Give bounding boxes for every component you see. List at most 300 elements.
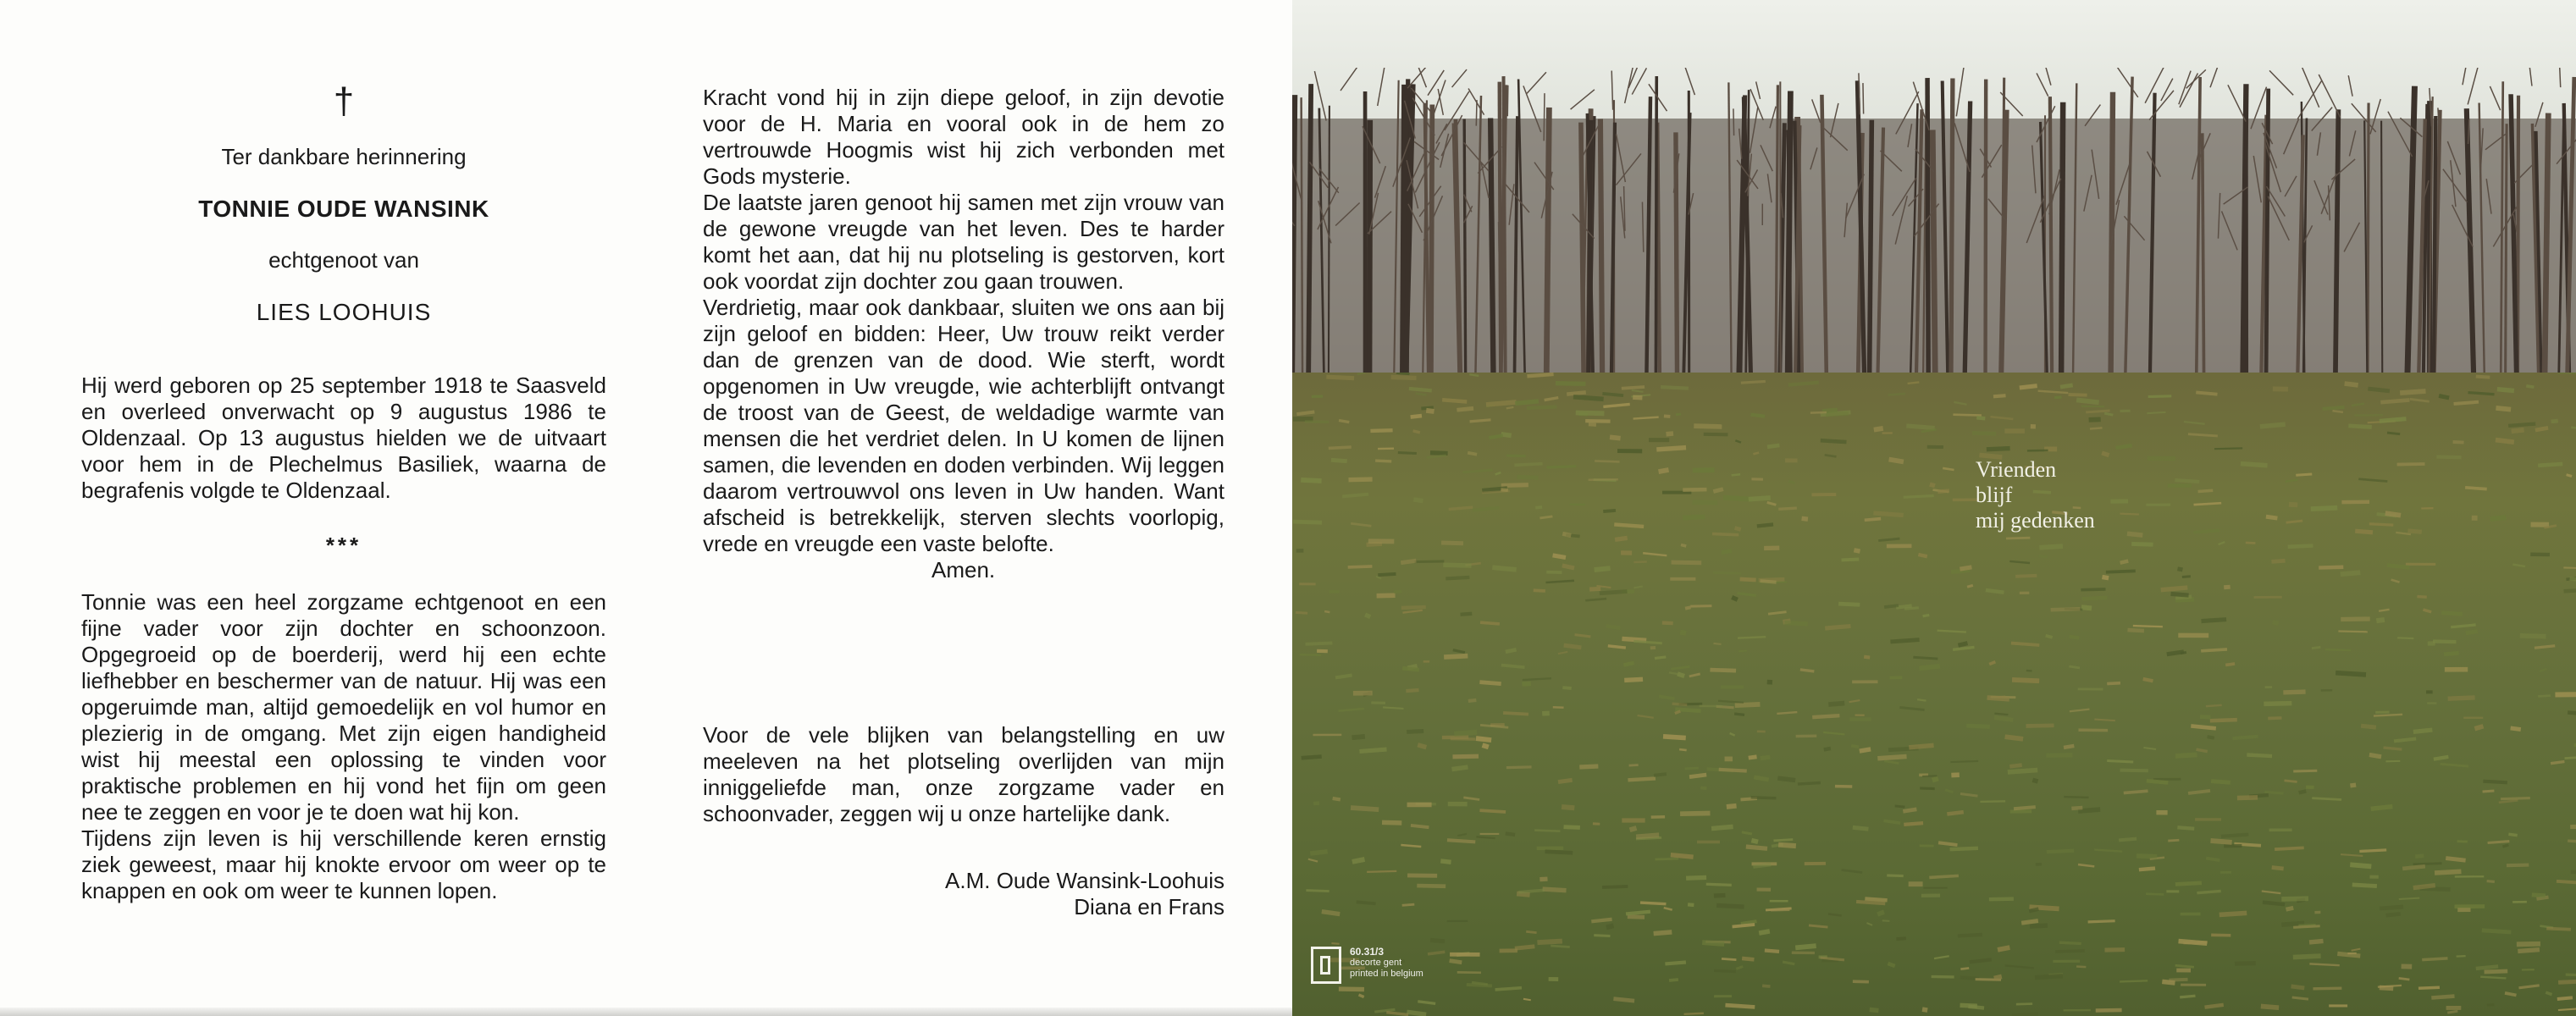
grass-stroke <box>1740 579 1756 580</box>
grass-stroke <box>2508 834 2517 835</box>
grass-stroke <box>1409 389 1432 390</box>
grass-stroke <box>1492 567 1516 570</box>
grass-stroke <box>2014 807 2036 809</box>
grass-stroke <box>2102 453 2109 456</box>
grass-stroke <box>1899 708 1924 710</box>
signature-line-2: Diana en Frans <box>1074 894 1224 919</box>
grass-stroke <box>1680 632 1686 633</box>
grass-stroke <box>2453 442 2464 443</box>
grass-stroke <box>1735 528 1741 530</box>
grass-stroke <box>1777 712 1797 714</box>
grass-stroke <box>2359 850 2386 852</box>
tree-branch <box>2145 68 2169 103</box>
grass-stroke <box>1788 383 1819 385</box>
grass-stroke <box>2055 951 2085 952</box>
grass-stroke <box>1732 597 1738 599</box>
grass-stroke <box>2184 422 2205 424</box>
grass-stroke <box>2341 619 2369 620</box>
grass-stroke <box>1685 768 1699 769</box>
grass-stroke <box>1526 931 1536 932</box>
grass-stroke <box>1967 585 1973 587</box>
grass-stroke <box>2499 800 2518 802</box>
spouse-name: LIES LOOHUIS <box>256 299 432 325</box>
grass-stroke <box>1681 544 1686 546</box>
grass-stroke <box>2188 791 2210 793</box>
grass-stroke <box>2512 565 2525 566</box>
grass-stroke <box>2309 941 2323 942</box>
grass-stroke <box>1908 382 1920 383</box>
grass-stroke <box>1391 377 1417 378</box>
signature <box>703 868 1224 920</box>
grass-stroke <box>2571 872 2576 873</box>
grass-stroke <box>1664 908 1672 909</box>
grass-stroke <box>2512 430 2524 432</box>
grass-stroke <box>2551 421 2558 422</box>
grass-stroke <box>1710 670 1736 671</box>
grass-stroke <box>1917 699 1926 701</box>
grass-stroke <box>2175 480 2199 482</box>
grass-stroke <box>2380 907 2403 908</box>
tree-branch <box>1452 69 1467 87</box>
grass-stroke <box>2369 754 2381 756</box>
grass-stroke <box>1640 903 1666 904</box>
grass-stroke <box>2078 809 2100 811</box>
grass-stroke <box>1683 516 1705 517</box>
grass-stroke <box>2246 543 2256 544</box>
grass-stroke <box>1443 565 1471 566</box>
grass-stroke <box>2175 883 2202 885</box>
grass-stroke <box>2565 757 2576 759</box>
grass-stroke <box>2487 1004 2494 1005</box>
grass-stroke <box>1335 675 1352 677</box>
grass-stroke <box>1842 559 1860 560</box>
grass-stroke <box>2496 408 2511 410</box>
grass-stroke <box>1626 912 1650 914</box>
grass-stroke <box>2143 748 2156 749</box>
grass-stroke <box>1853 827 1869 829</box>
grass-stroke <box>2288 546 2313 547</box>
grass-stroke <box>1767 445 1779 447</box>
grass-stroke <box>2260 424 2286 427</box>
grass-stroke <box>1522 683 1530 684</box>
grass-stroke <box>2167 652 2184 654</box>
grass-stroke <box>2197 749 2208 751</box>
grass-stroke <box>1943 468 1954 470</box>
grass-stroke <box>2286 480 2298 482</box>
grass-stroke <box>1950 761 1978 762</box>
grass-stroke <box>1600 591 1628 593</box>
grass-stroke <box>2394 738 2416 741</box>
grass-stroke <box>2368 389 2390 391</box>
grass-stroke <box>2106 571 2136 572</box>
grass-stroke <box>1923 615 1930 616</box>
grass-stroke <box>2323 407 2345 409</box>
grass-stroke <box>1476 837 1495 838</box>
grass-stroke <box>1713 572 1741 573</box>
grass-stroke <box>1540 516 1552 518</box>
grass-stroke <box>1441 543 1463 544</box>
grass-stroke <box>2380 419 2407 422</box>
grass-stroke <box>1960 1005 1977 1006</box>
grass-stroke <box>1595 568 1611 570</box>
grass-stroke <box>1401 607 1426 608</box>
grass-stroke <box>2039 556 2048 557</box>
tree-branch <box>2210 68 2225 87</box>
grass-stroke <box>1351 808 1379 809</box>
grass-stroke <box>2487 881 2495 882</box>
grass-stroke <box>1589 424 1596 425</box>
grass-stroke <box>1553 555 1566 558</box>
grass-stroke <box>1704 434 1728 435</box>
grass-stroke <box>1480 622 1500 624</box>
grass-stroke <box>2508 424 2535 426</box>
grass-stroke <box>2557 997 2573 999</box>
grass-stroke <box>1753 453 1759 455</box>
grass-stroke <box>1413 431 1420 433</box>
grass-stroke <box>2247 755 2272 757</box>
grass-stroke <box>1788 481 1794 483</box>
grass-stroke <box>1602 394 1623 395</box>
grass-stroke <box>1954 402 1966 405</box>
grass-stroke <box>1515 947 1534 948</box>
grass-stroke <box>2417 597 2426 598</box>
grass-stroke <box>1545 581 1574 583</box>
grass-stroke <box>2399 898 2419 899</box>
grass-stroke <box>1527 406 1556 408</box>
tree-branch <box>1756 81 1761 98</box>
grass-stroke <box>2436 457 2461 458</box>
grass-stroke <box>2518 986 2539 988</box>
grass-stroke <box>1953 647 1974 649</box>
grass-stroke <box>1938 631 1966 632</box>
grass-stroke <box>1326 377 1354 378</box>
grass-stroke <box>2168 840 2179 841</box>
grass-stroke <box>1675 711 1680 714</box>
grass-stroke <box>1655 657 1666 659</box>
grass-stroke <box>1929 875 1959 877</box>
grass-stroke <box>2325 649 2351 650</box>
middle-text-column <box>703 85 1224 920</box>
grass-stroke <box>1950 848 1978 849</box>
grass-stroke <box>2483 791 2495 792</box>
tree-branch <box>1341 68 1365 91</box>
grass-stroke <box>1877 757 1906 759</box>
grass-stroke <box>1401 560 1416 562</box>
grass-stroke <box>1989 662 1995 665</box>
grass-stroke <box>1920 666 1940 669</box>
grass-stroke <box>2219 542 2225 544</box>
grass-stroke <box>2490 517 2507 519</box>
grass-stroke <box>2104 413 2113 415</box>
grass-stroke <box>1716 905 1744 907</box>
grass-stroke <box>2194 503 2222 505</box>
grass-stroke <box>1888 394 1905 395</box>
grass-stroke <box>2391 580 2400 583</box>
grass-stroke <box>2311 508 2337 509</box>
grass-stroke <box>2272 867 2284 868</box>
grass-stroke <box>1746 847 1767 848</box>
grass-stroke <box>1884 605 1899 607</box>
grass-stroke <box>1994 976 2002 978</box>
grass-stroke <box>2021 920 2038 923</box>
grass-stroke <box>2086 411 2109 412</box>
grass-stroke <box>1659 470 1669 472</box>
grass-texture <box>1292 373 2576 1016</box>
grass-stroke <box>1463 470 1493 472</box>
grass-stroke <box>1416 394 1427 395</box>
grass-stroke <box>1904 823 1923 825</box>
grass-stroke <box>1296 612 1307 613</box>
grass-stroke <box>1545 398 1559 400</box>
grass-stroke <box>1461 614 1473 615</box>
grass-stroke <box>2120 514 2138 515</box>
grass-stroke <box>2444 653 2459 654</box>
grass-stroke <box>1986 590 2004 593</box>
grass-stroke <box>2296 474 2312 475</box>
grass-stroke <box>1457 408 1473 410</box>
grass-stroke <box>1394 592 1401 593</box>
grass-stroke <box>2476 377 2490 378</box>
grass-stroke <box>1468 700 1476 701</box>
grass-stroke <box>1624 679 1643 680</box>
grass-stroke <box>2352 885 2377 886</box>
grass-stroke <box>1398 453 1417 454</box>
bottom-edge-shadow <box>0 1008 661 1016</box>
grass-stroke <box>1564 827 1580 828</box>
tree-branch <box>2037 73 2048 96</box>
grass-stroke <box>1970 959 1992 962</box>
grass-stroke <box>2385 914 2400 915</box>
grass-stroke <box>2457 956 2466 957</box>
grass-stroke <box>1376 577 1381 579</box>
tree-branch <box>2179 71 2191 105</box>
grass-stroke <box>1713 643 1721 644</box>
grass-stroke <box>1841 870 1862 873</box>
grass-stroke <box>2051 609 2081 610</box>
grass-stroke <box>2008 770 2037 771</box>
grass-stroke <box>1401 845 1421 847</box>
grass-stroke <box>1904 496 1934 498</box>
grass-stroke <box>1751 841 1758 842</box>
grass-stroke <box>1773 839 1793 840</box>
grass-stroke <box>1579 766 1598 767</box>
grass-stroke <box>2139 869 2155 870</box>
grass-stroke <box>2120 980 2148 981</box>
grass-stroke <box>1904 608 1919 609</box>
grass-stroke <box>1339 989 1364 990</box>
grass-stroke <box>2005 737 2023 739</box>
grass-stroke <box>2446 859 2465 861</box>
grass-stroke <box>2162 981 2175 983</box>
grass-stroke <box>2557 881 2576 883</box>
grass-stroke <box>1495 472 1501 474</box>
grass-stroke <box>1377 595 1396 596</box>
grass-stroke <box>2011 643 2039 645</box>
grass-stroke <box>2496 440 2514 443</box>
grass-stroke <box>1998 947 2009 950</box>
grass-stroke <box>1826 413 1849 414</box>
tree-branch <box>2269 70 2293 95</box>
grass-stroke <box>2517 944 2540 945</box>
grass-stroke <box>1506 833 1515 834</box>
grass-stroke <box>2292 997 2308 999</box>
grass-stroke <box>1501 489 1507 490</box>
grass-stroke <box>2526 386 2534 387</box>
grass-stroke <box>1339 420 1349 422</box>
grass-stroke <box>2348 426 2371 428</box>
grass-stroke <box>1953 415 1982 416</box>
grass-stroke <box>1523 678 1551 680</box>
grass-stroke <box>1333 798 1341 800</box>
grass-stroke <box>2198 490 2214 491</box>
grass-stroke <box>1501 485 1528 486</box>
grass-stroke <box>2161 588 2188 590</box>
grass-stroke <box>1823 732 1844 734</box>
grass-stroke <box>1778 508 1797 509</box>
grass-stroke <box>1694 426 1722 427</box>
grass-stroke <box>1489 435 1502 438</box>
grass-stroke <box>2397 464 2425 465</box>
grass-stroke <box>2441 764 2469 766</box>
grass-stroke <box>2299 791 2307 792</box>
grass-stroke <box>2009 765 2021 767</box>
grass-stroke <box>2286 521 2303 522</box>
grass-stroke <box>1921 429 1937 432</box>
grass-stroke <box>1452 756 1479 757</box>
grass-stroke <box>2399 978 2410 980</box>
tree-branch <box>1611 71 1612 110</box>
grass-stroke <box>1479 682 1501 684</box>
grass-stroke <box>2380 400 2409 402</box>
grass-stroke <box>1767 502 1777 505</box>
grass-stroke <box>1386 1013 1408 1015</box>
grass-stroke <box>1534 590 1545 591</box>
grass-stroke <box>2361 726 2376 727</box>
grass-stroke <box>2410 399 2430 401</box>
grass-stroke <box>2422 958 2447 960</box>
grass-stroke <box>2551 761 2564 763</box>
grass-stroke <box>1442 400 1467 401</box>
grass-stroke <box>1638 715 1654 718</box>
grass-stroke <box>2319 567 2343 568</box>
grass-stroke <box>1771 909 1789 910</box>
grass-stroke <box>1602 886 1628 887</box>
grass-stroke <box>1810 412 1827 413</box>
grass-stroke <box>1989 899 2014 900</box>
grass-stroke <box>2275 848 2304 849</box>
grass-stroke <box>1884 761 1899 764</box>
grass-stroke <box>2369 524 2393 525</box>
grass-stroke <box>1825 455 1837 456</box>
grass-stroke <box>2035 976 2063 978</box>
tree-branch <box>2161 79 2173 101</box>
grass-stroke <box>1987 449 2010 450</box>
grass-stroke <box>1450 961 1462 963</box>
grass-stroke <box>2133 626 2163 627</box>
grass-stroke <box>1749 498 1771 500</box>
grass-stroke <box>2143 679 2153 681</box>
grass-stroke <box>2107 760 2133 761</box>
grass-stroke <box>2107 683 2120 684</box>
grass-stroke <box>2483 781 2507 783</box>
grass-stroke <box>1614 524 1644 527</box>
grass-stroke <box>1749 757 1757 758</box>
years-paragraph: De laatste jaren genoot hij samen met zijn vrouw van de gewone vreugde van het leven. Des te harder komt het aan, dat hij nu plotseling is gestorven, kort ook voordat zijn dochter zou gaan trouwen. <box>703 190 1224 294</box>
grass-stroke <box>2564 590 2576 591</box>
grass-stroke <box>1702 942 1724 944</box>
grass-stroke <box>1348 479 1372 480</box>
grass-stroke <box>1669 672 1678 674</box>
grass-stroke <box>2009 561 2030 563</box>
grass-stroke <box>2538 696 2551 697</box>
tree-branch <box>1733 108 1734 135</box>
grass-stroke <box>1738 637 1766 638</box>
grass-stroke <box>1357 902 1376 903</box>
grass-stroke <box>2466 632 2478 633</box>
grass-stroke <box>1913 657 1938 659</box>
grass-stroke <box>1589 479 1618 480</box>
grass-stroke <box>1365 615 1370 617</box>
deceased-name: TONNIE OUDE WANSINK <box>198 196 489 222</box>
grass-stroke <box>2177 569 2182 570</box>
grass-stroke <box>1447 840 1475 842</box>
grass-stroke <box>2070 710 2090 712</box>
grass-stroke <box>1980 801 2005 802</box>
grass-stroke <box>2221 835 2248 837</box>
grass-stroke <box>2454 402 2479 404</box>
grass-stroke <box>2081 589 2105 590</box>
printer-logo-icon <box>1311 947 1341 984</box>
grass-stroke <box>1741 381 1766 383</box>
grass-stroke <box>2202 620 2227 621</box>
grass-stroke <box>1483 745 1489 747</box>
grass-stroke <box>2384 748 2402 749</box>
grass-stroke <box>1714 970 1736 971</box>
grass-stroke <box>2400 391 2425 393</box>
grass-stroke <box>1428 952 1445 954</box>
grass-stroke <box>2385 513 2401 516</box>
grass-stroke <box>1889 460 1904 462</box>
grass-stroke <box>2447 1011 2457 1013</box>
grass-stroke <box>1357 373 1366 374</box>
grass-stroke <box>1689 674 1700 676</box>
grass-stroke <box>1685 607 1690 608</box>
grass-stroke <box>2046 755 2072 756</box>
grass-stroke <box>1527 374 1553 376</box>
grass-stroke <box>1718 701 1744 703</box>
grass-stroke <box>2120 770 2148 771</box>
grass-stroke <box>1688 904 1694 905</box>
grass-stroke <box>2338 631 2368 632</box>
grass-stroke <box>1543 889 1567 891</box>
grass-stroke <box>1406 690 1418 691</box>
grass-stroke <box>2505 993 2516 996</box>
grass-stroke <box>1633 561 1646 562</box>
grass-stroke <box>1994 718 2013 721</box>
grass-stroke <box>2355 531 2373 533</box>
tree-branch <box>2113 68 2138 97</box>
grass-stroke <box>1888 964 1894 966</box>
grass-stroke <box>2402 866 2425 869</box>
poem-line-2: blijf <box>1976 483 2013 507</box>
grass-stroke <box>1374 1009 1395 1012</box>
grass-stroke <box>2177 827 2194 828</box>
grass-stroke <box>1603 404 1629 406</box>
grass-stroke <box>1444 656 1468 657</box>
grass-stroke <box>2032 780 2037 781</box>
grass-stroke <box>1453 650 1465 653</box>
grass-stroke <box>2371 807 2393 809</box>
